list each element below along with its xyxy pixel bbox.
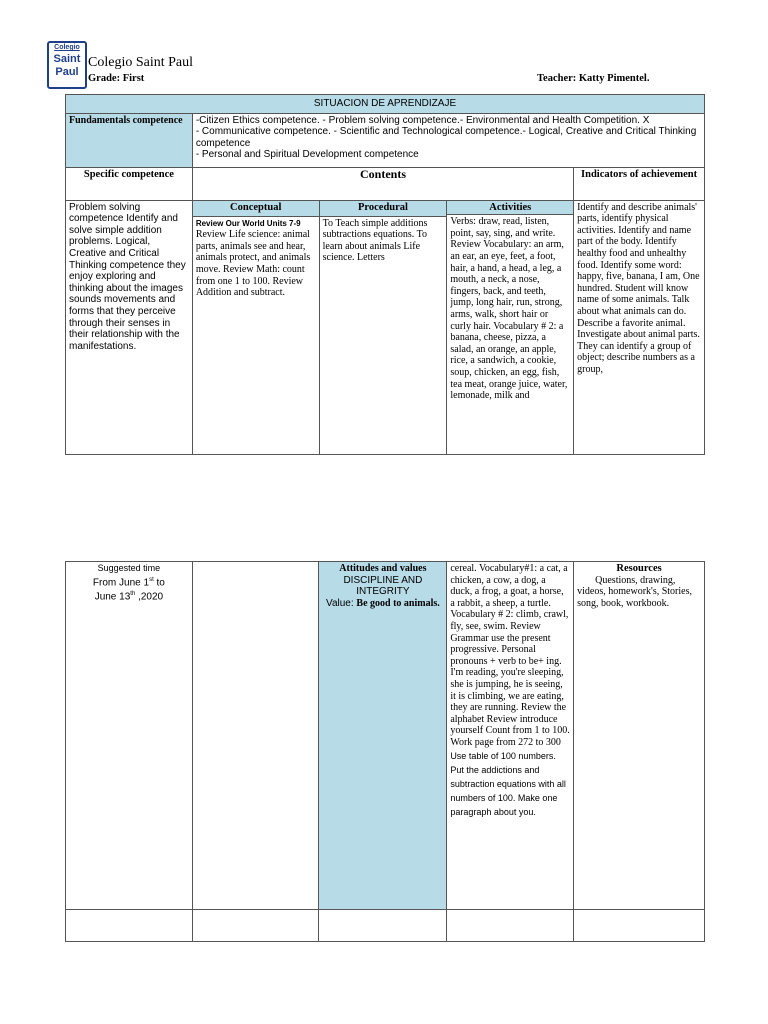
conceptual-header: Conceptual xyxy=(192,200,319,216)
resources-cell xyxy=(574,562,705,910)
fundamentals-line: - Personal and Spiritual Development competence xyxy=(195,149,419,161)
activities-text: Verbs: draw, read, listen, point, say, sing, and write. Review Vocabulary: an arm, an ear, an eye, feet, a foot, hair, a hand, a head, a leg, a mouth, a neck, a nose, fingers, back, and teeth, jump, long hair, run, strong, arms, walk, short hair or curly hair. Vocabulary # 2: a banana, cheese, pizza, a salad, an orange, an apple, rice, a sandwich, a cookie, soup, chicken, an egg, fish, tea meat, orange juice, water, lemonade, milk and xyxy=(450,216,568,402)
suggested-time-cell xyxy=(66,562,193,910)
indicators-header: Indicators of achievement xyxy=(574,167,705,200)
learning-situation-table xyxy=(65,94,705,455)
indicators-text: Identify and describe animals' parts, identify physical activities. Identify and name part of the body. Identify healthy food and unhealthy food. Identify some word: happy, five, banana, I am, One hundred. Student will know name of some animals. Talk about what animals can do. Describe a favorite animal. Investigate about animal parts. They can identify a group of object; describe numbers as a group, xyxy=(577,201,700,375)
value-text: Be good to animals. xyxy=(356,597,440,609)
logo-line-1: Colegio xyxy=(54,44,80,51)
logo-line-2: Saint xyxy=(53,53,81,65)
school-name: Colegio Saint Paul xyxy=(88,55,193,70)
activities-continued-text: cereal. Vocabulary#1: a cat, a chicken, a cow, a dog, a duck, a frog, a goat, a horse, a rabbit, a sheep, a turtle. Vocabulary # 2: climb, crawl, fly, see, swim. Review Grammar use the present progressive. Personal pronouns + verb to be+ ing. I'm reading, you're sleeping, she is jumping, he is seeing, it is climbing, we are eating, they are running. Review the alphabet Review introduce yourself Count from 1 to 100. Work page from 272 to 300 xyxy=(450,563,570,748)
time-year: ,2020 xyxy=(135,590,164,602)
learning-situation-table-continued xyxy=(65,561,705,942)
empty-cell xyxy=(192,562,319,910)
resources-header: Resources xyxy=(616,563,662,574)
time-from-date: From June 1 xyxy=(92,576,150,588)
empty-cell xyxy=(447,910,574,942)
empty-cell xyxy=(66,910,193,942)
attitudes-value: DISCIPLINE AND INTEGRITY xyxy=(343,574,423,598)
indicators-cell xyxy=(574,200,705,454)
suggested-time-label: Suggested time xyxy=(97,563,161,573)
logo-line-3: Paul xyxy=(55,66,79,78)
activities-header: Activities xyxy=(447,201,573,216)
time-to-suffix: th xyxy=(130,590,136,597)
specific-competence-header: Specific competence xyxy=(66,167,193,200)
time-to-word: to xyxy=(153,576,165,588)
activities-continued-cell xyxy=(447,562,574,910)
resources-text: Questions, drawing, videos, homework's, Stories, song, book, workbook. xyxy=(577,574,692,609)
school-logo xyxy=(47,41,87,89)
contents-header: Contents xyxy=(192,167,573,200)
fundamentals-list xyxy=(192,113,704,167)
teacher-label: Teacher: Katty Pimentel. xyxy=(537,73,650,84)
empty-cell xyxy=(319,910,447,942)
conceptual-text: Review Life science: animal parts, animals see and hear, animals protect, and animals move. Review Math: count from one 1 to 100. Review Addition and subtract. xyxy=(195,229,311,299)
attitudes-cell xyxy=(319,562,447,910)
value-line xyxy=(322,598,443,610)
empty-cell xyxy=(574,910,705,942)
procedural-text: To Teach simple additions subtractions equations. To learn about animals Life science. Letters xyxy=(319,216,447,454)
time-to-date: June 13 xyxy=(94,590,131,602)
conceptual-cell xyxy=(192,216,319,454)
table-title: SITUACION DE APRENDIZAJE xyxy=(66,95,705,114)
time-from-suffix: st xyxy=(149,576,154,583)
activities-continued-sans: Use table of 100 numbers. Put the addictions and subtraction equations with all numbers of 100. Make one paragraph about you. xyxy=(450,750,566,817)
attitudes-label: Attitudes and values xyxy=(339,563,427,574)
specific-competence-text: Problem solving competence Identify and solve simple addition problems. Logical, Creative and Critical Thinking competence they enjoy exploring and thinking about the images sounds movements and forms that they perceive through their senses in their relationship with the manifestations. xyxy=(66,200,193,454)
activities-cell xyxy=(447,200,574,454)
suggested-time-to xyxy=(69,589,189,603)
fundamentals-line: - Communicative competence. - Scientific and Technological competence.- Logical, Creative and Critical Thinking competence xyxy=(195,126,697,149)
conceptual-lead: Review Our World Units 7-9 xyxy=(195,218,301,228)
value-prefix: Value: xyxy=(326,597,357,609)
grade-label: Grade: First xyxy=(88,73,145,84)
fundamentals-line: -Citizen Ethics competence. - Problem solving competence.- Environmental and Health Competition. X xyxy=(195,114,650,126)
empty-cell xyxy=(192,910,319,942)
fundamentals-label: Fundamentals competence xyxy=(66,113,193,167)
suggested-time-from xyxy=(69,575,189,589)
procedural-header: Procedural xyxy=(319,200,447,216)
